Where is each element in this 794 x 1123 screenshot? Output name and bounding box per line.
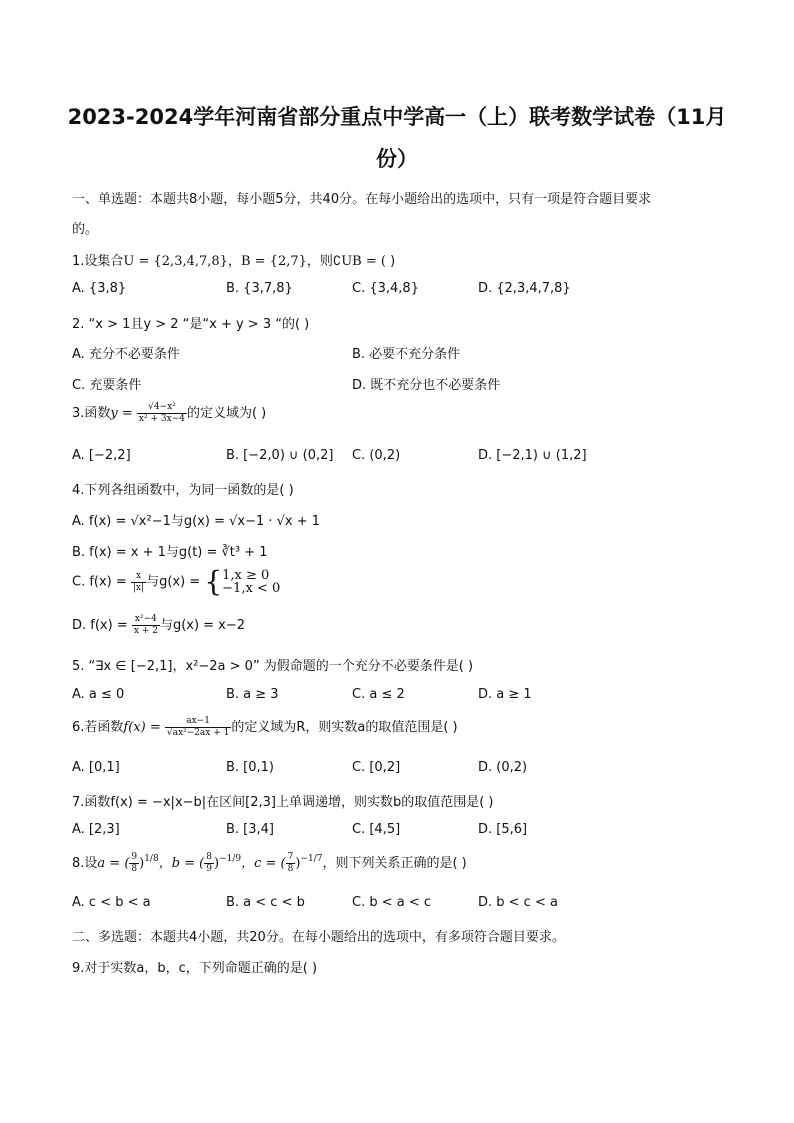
section2-heading: 二、多选题：本题共4小题，共20分。在每小题给出的选项中，有多项符合题目要求。 <box>72 930 565 945</box>
question-1-stem: 1.设集合U = {2,3,4,7,8}，B = {2,7}，则∁UB = ( ) <box>72 254 396 269</box>
q5-option-d: D. a ≥ 1 <box>478 687 532 702</box>
question-7-stem: 7.函数f(x) = −x|x−b|在区间[2,3]上单调递增，则实数b的取值范围是( ) <box>72 795 494 810</box>
q7-option-a: A. [2,3] <box>72 822 120 837</box>
question-9-stem: 9.对于实数a，b，c，下列命题正确的是( ) <box>72 961 318 976</box>
q4c-fraction: $\frac{x}{|x|}$ <box>132 570 145 593</box>
question-3-stem: 3.函数y = $\frac{\text{√4−x²}}{\text{x² + 3x−4}}$ 的定义域为( ) <box>72 402 267 424</box>
q3-fraction: $\frac{\text{√4−x²}}{\text{x² + 3x−4}}$ <box>138 402 185 424</box>
section1-heading-cont: 的。 <box>72 222 99 237</box>
q2-option-d: D. 既不充分也不必要条件 <box>352 378 501 393</box>
q8-a-base: $\frac{9}{8}$ <box>131 852 138 874</box>
q6-option-a: A. [0,1] <box>72 760 120 775</box>
q1-option-a: A. {3,8} <box>72 281 127 296</box>
q4-option-a: A. f(x) = √x²−1与g(x) = √x−1 · √x + 1 <box>72 514 321 529</box>
question-4-stem: 4.下列各组函数中，为同一函数的是( ) <box>72 483 294 498</box>
q4-option-d: D. f(x) = $\frac{\text{x²−4}}{x + 2}$ 与g(x) = x−2 <box>72 614 246 636</box>
q7-option-c: C. [4,5] <box>352 822 401 837</box>
piecewise-cases: 1,x ≥ 0 −1,x < 0 <box>222 568 281 596</box>
q2-option-b: B. 必要不充分条件 <box>352 347 461 362</box>
q6-option-b: B. [0,1) <box>226 760 275 775</box>
piecewise-brace: { <box>204 565 223 598</box>
q3-option-b: B. [−2,0) ∪ (0,2] <box>226 448 334 463</box>
q4-option-c: C. f(x) = $\frac{x}{|x|}$ 与g(x) = { 1,x ≥ 0 −1,x < 0 <box>72 565 281 598</box>
q5-option-a: A. a ≤ 0 <box>72 687 125 702</box>
q1-option-b: B. {3,7,8} <box>226 281 293 296</box>
q8-b-base: $\frac{8}{9}$ <box>206 852 212 874</box>
q4d-fraction: $\frac{\text{x²−4}}{x + 2}$ <box>133 614 158 636</box>
q6-option-d: D. (0,2) <box>478 760 528 775</box>
q3-option-d: D. [−2,1) ∪ (1,2] <box>478 448 587 463</box>
q7-option-d: D. [5,6] <box>478 822 528 837</box>
section1-heading: 一、单选题：本题共8小题，每小题5分，共40分。在每小题给出的选项中，只有一项是符合题目要求 <box>72 192 652 207</box>
q8-option-d: D. b < c < a <box>478 895 558 910</box>
q3-option-c: C. (0,2) <box>352 448 401 463</box>
q8-option-a: A. c < b < a <box>72 895 151 910</box>
question-2-stem: 2. “x > 1且y > 2 “是“x + y > 3 “的( ) <box>72 317 310 332</box>
question-5-stem: 5. “∃x ∈ [−2,1]，x²−2a > 0” 为假命题的一个充分不必要条件是( ) <box>72 659 474 674</box>
q4-option-b: B. f(x) = x + 1与g(t) = ∛t³ + 1 <box>72 545 268 560</box>
question-8-stem: 8.设a = ( $\frac{9}{8}$ )$^{1/8}$，b = ( $\frac{8}{9}$ )$^{-1/9}$，c = ( $\frac{7}{8}$ )$^{-1/7}$，则下列关系正确的是( ) <box>72 852 467 874</box>
q2-option-c: C. 充要条件 <box>72 378 142 393</box>
q2-option-a: A. 充分不必要条件 <box>72 347 180 362</box>
q7-option-b: B. [3,4] <box>226 822 275 837</box>
q3-option-a: A. [−2,2] <box>72 448 131 463</box>
exam-title-line1: 2023-2024学年河南省部分重点中学高一（上）联考数学试卷（11月 <box>67 105 727 129</box>
q8-option-b: B. a < c < b <box>226 895 305 910</box>
q6-fraction: $\frac{ax-1}{\text{√ax²−2ax + 1}}$ <box>166 716 230 738</box>
q1-option-d: D. {2,3,4,7,8} <box>478 281 571 296</box>
q5-option-b: B. a ≥ 3 <box>226 687 279 702</box>
question-6-stem: 6.若函数f(x) = $\frac{ax-1}{\text{√ax²−2ax + 1}}$ 的定义域为R，则实数a的取值范围是( ) <box>72 716 458 738</box>
q1-option-c: C. {3,4,8} <box>352 281 419 296</box>
exam-title-line2: 份） <box>376 147 418 171</box>
q8-option-c: C. b < a < c <box>352 895 432 910</box>
q8-c-base: $\frac{7}{8}$ <box>287 852 294 874</box>
q6-option-c: C. [0,2] <box>352 760 401 775</box>
q5-option-c: C. a ≤ 2 <box>352 687 405 702</box>
